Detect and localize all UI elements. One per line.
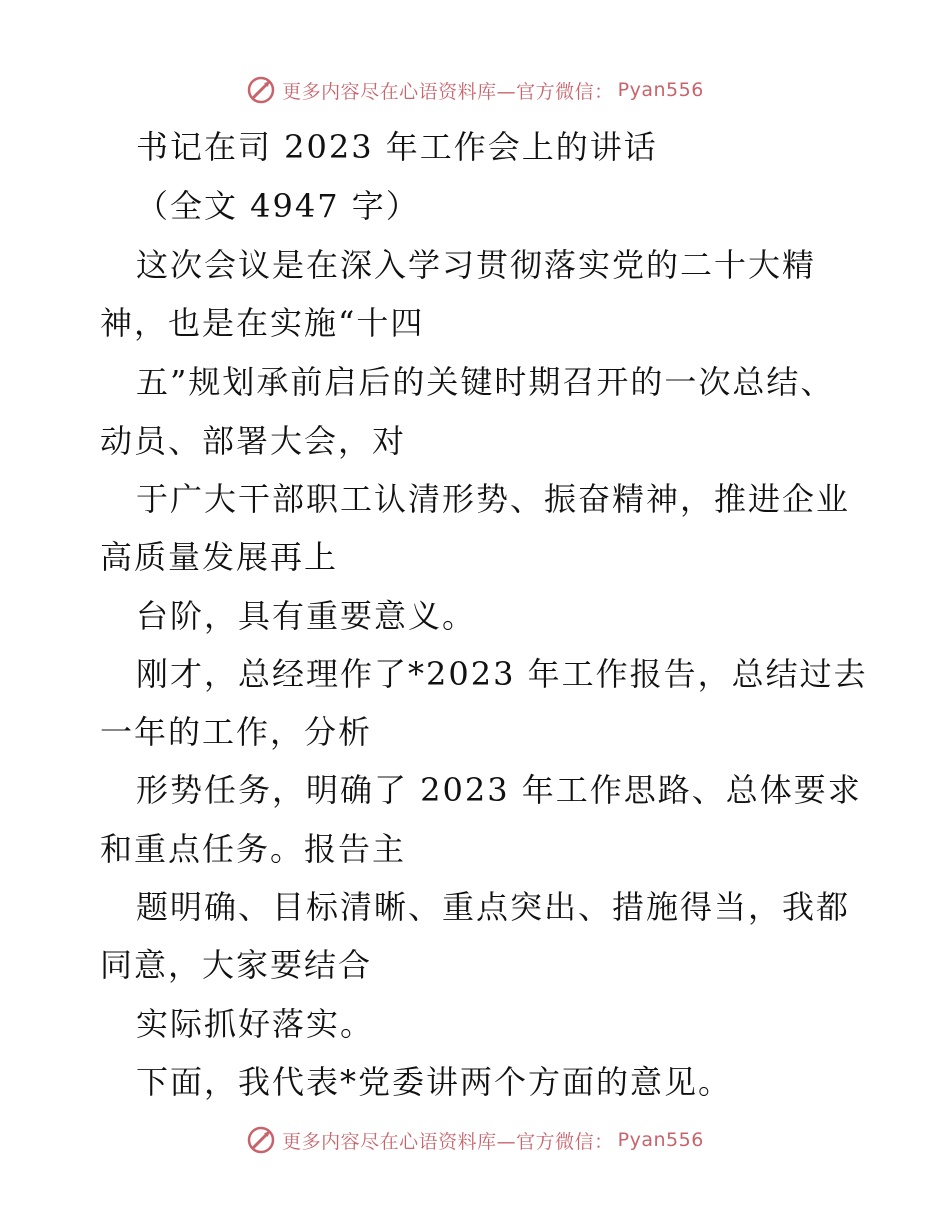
paragraph-line: 一年的工作，分析 bbox=[100, 713, 373, 751]
paragraph-line: 高质量发展再上 bbox=[100, 538, 339, 576]
watermark-wechat-id: Pyan556 bbox=[617, 1129, 704, 1151]
document-title: 书记在司 2023 年工作会上的讲话 bbox=[136, 128, 658, 166]
watermark-wechat-id: Pyan556 bbox=[617, 79, 704, 101]
watermark-text: 更多内容尽在心语资料库—官方微信： bbox=[282, 80, 614, 103]
paragraph-line: 同意，大家要结合 bbox=[100, 946, 373, 984]
paragraph-line: 动员、部署大会，对 bbox=[100, 422, 407, 460]
paragraph-line: 五”规划承前启后的关键时期召开的一次总结、 bbox=[136, 363, 835, 401]
paragraph-line: 刚才，总经理作了*2023 年工作报告，总结过去 bbox=[136, 655, 868, 693]
paragraph-line: 台阶，具有重要意义。 bbox=[136, 597, 477, 635]
paragraph-line: 题明确、目标清晰、重点突出、措施得当，我都 bbox=[136, 888, 851, 926]
paragraph-line: 下面，我代表*党委讲两个方面的意见。 bbox=[136, 1063, 733, 1101]
paragraph-line: 实际抓好落实。 bbox=[136, 1005, 375, 1043]
watermark-logo-icon bbox=[246, 1125, 276, 1155]
footer-watermark bbox=[0, 1120, 950, 1160]
paragraph-line: 和重点任务。报告主 bbox=[100, 830, 407, 868]
watermark-text: 更多内容尽在心语资料库—官方微信： bbox=[282, 1130, 614, 1153]
document-subtitle: （全文 4947 字） bbox=[136, 187, 420, 225]
paragraph-line: 形势任务，明确了 2023 年工作思路、总体要求 bbox=[136, 771, 862, 809]
watermark-logo-icon bbox=[246, 75, 276, 105]
paragraph-line: 神，也是在实施“十四 bbox=[100, 304, 425, 342]
paragraph-line: 于广大干部职工认清形势、振奋精神，推进企业 bbox=[136, 480, 851, 518]
header-watermark bbox=[0, 70, 950, 110]
paragraph-line: 这次会议是在深入学习贯彻落实党的二十大精 bbox=[136, 246, 817, 284]
